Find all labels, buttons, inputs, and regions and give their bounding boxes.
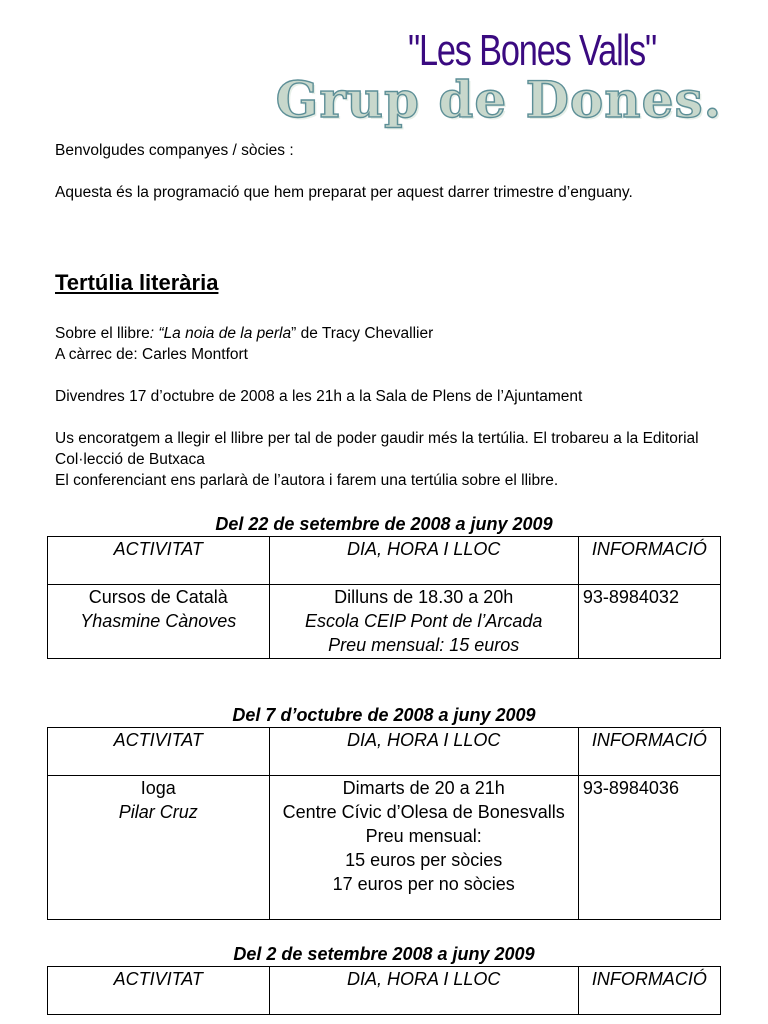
activity-cell <box>48 776 270 920</box>
schedule-cell <box>269 585 578 659</box>
book-prefix: Sobre el llibre <box>55 325 150 342</box>
event-date: Divendres 17 d’octubre de 2008 a les 21h a la Sala de Plens de l’Ajuntament <box>55 388 583 405</box>
book-colon: : “ <box>149 325 164 342</box>
logo-group-name: Grup de Dones. <box>275 70 722 129</box>
schedule-price-socies: 15 euros per sòcies <box>345 850 503 870</box>
table-header-row <box>48 728 721 776</box>
table-row <box>48 776 721 920</box>
encouragement-text: Us encoratgem a llegir el llibre per tal de poder gaudir més la tertúlia. El trobareu a la Editorial Col·lecció de Butxaca <box>55 430 699 468</box>
header-activitat: ACTIVITAT <box>48 537 270 585</box>
phone-cell: 93-8984036 <box>578 776 720 920</box>
header-info: INFORMACIÓ <box>578 728 720 776</box>
table-row <box>48 585 721 659</box>
activity-name: Cursos de Català <box>88 587 228 607</box>
speaker-text: El conferenciant ens parlarà de l’autora i farem una tertúlia sobre el llibre. <box>55 472 559 489</box>
schedule-place: Centre Cívic d’Olesa de Bonesvalls <box>282 802 565 822</box>
schedule-table-3 <box>47 966 721 1015</box>
activity-name: Ioga <box>140 778 176 798</box>
activity-person: Yhasmine Cànoves <box>80 611 237 631</box>
schedule-cell <box>269 776 578 920</box>
book-line <box>55 323 714 344</box>
group-logo <box>275 24 722 134</box>
schedule-time: Dilluns de 18.30 a 20h <box>334 587 514 607</box>
section-heading-tertulia: Tertúlia literària <box>55 270 219 295</box>
book-title: La noia de la perla <box>163 325 292 342</box>
schedule-table-2 <box>47 727 721 920</box>
section-title-1: Del 22 de setembre de 2008 a juny 2009 <box>215 514 553 534</box>
intro-text: Aquesta és la programació que hem preparat per aquest darrer trimestre d’enguany. <box>55 184 633 201</box>
schedule-place: Escola CEIP Pont de l’Arcada <box>304 611 543 631</box>
section-title-3: Del 2 de setembre 2008 a juny 2009 <box>233 944 535 964</box>
schedule-price-no-socies: 17 euros per no sòcies <box>332 874 515 894</box>
phone-cell: 93-8984032 <box>578 585 720 659</box>
schedule-time: Dimarts de 20 a 21h <box>342 778 505 798</box>
charge-line: A càrrec de: Carles Montfort <box>55 346 248 363</box>
book-author: ” de Tracy Chevallier <box>291 325 434 342</box>
header-dia: DIA, HORA I LLOC <box>269 728 578 776</box>
activity-person: Pilar Cruz <box>118 802 198 822</box>
header-dia: DIA, HORA I LLOC <box>269 967 578 1015</box>
schedule-price: Preu mensual: 15 euros <box>328 635 520 655</box>
schedule-price-label: Preu mensual: <box>365 826 482 846</box>
logo-association-name: "Les Bones Valls" <box>407 26 656 75</box>
header-activitat: ACTIVITAT <box>48 967 270 1015</box>
activity-cell <box>48 585 270 659</box>
table-header-row <box>48 537 721 585</box>
schedule-table-1 <box>47 536 721 659</box>
section-title-2: Del 7 d’octubre de 2008 a juny 2009 <box>232 705 536 725</box>
greeting: Benvolgudes companyes / sòcies : <box>55 142 294 159</box>
header-dia: DIA, HORA I LLOC <box>269 537 578 585</box>
table-header-row <box>48 967 721 1015</box>
header-info: INFORMACIÓ <box>578 537 720 585</box>
header-info: INFORMACIÓ <box>578 967 720 1015</box>
header-activitat: ACTIVITAT <box>48 728 270 776</box>
